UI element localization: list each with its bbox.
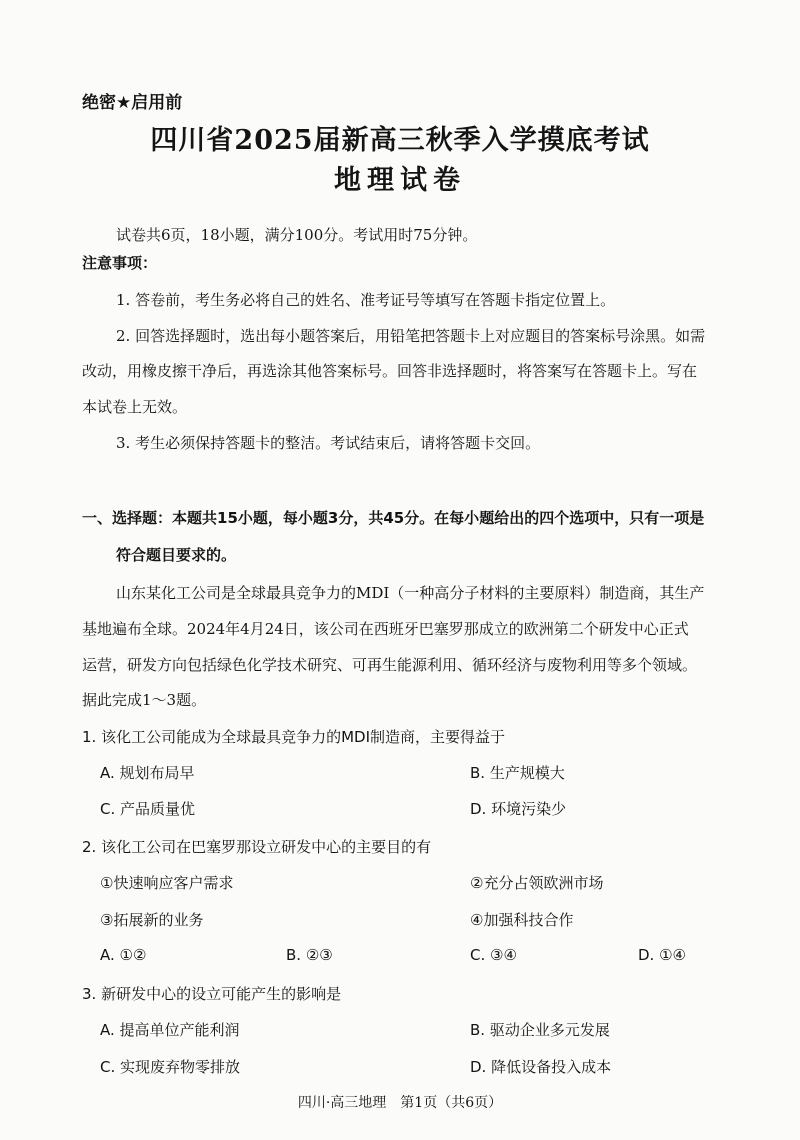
passage-line: 山东某化工公司是全球最具竞争力的MDI（一种高分子材料的主要原料）制造商，其生产 bbox=[116, 584, 705, 602]
question-2-statement-1: ①快速响应客户需求 bbox=[100, 874, 234, 892]
notes-heading: 注意事项： bbox=[82, 254, 158, 272]
passage-line: 运营，研发方向包括绿色化学技术研究、可再生能源利用、循环经济与废物利用等多个领域。 bbox=[82, 656, 698, 674]
question-1-option-d: D. 环境污染少 bbox=[470, 800, 567, 818]
exam-subject: 地理试卷 bbox=[334, 165, 466, 196]
page-footer: 四川·高三地理 第1页（共6页） bbox=[297, 1095, 503, 1111]
question-1-option-a: A. 规划布局早 bbox=[100, 764, 195, 782]
exam-title: 四川省2025届新高三秋季入学摸底考试 bbox=[150, 125, 650, 156]
question-2-stem: 2. 该化工公司在巴塞罗那设立研发中心的主要目的有 bbox=[82, 838, 432, 856]
question-2-option-a: A. ①② bbox=[100, 946, 147, 964]
question-2-statement-2: ②充分占领欧洲市场 bbox=[470, 874, 604, 892]
note-item-2-end: 本试卷上无效。 bbox=[82, 398, 188, 416]
passage-line: 基地遍布全球。2024年4月24日，该公司在西班牙巴塞罗那成立的欧洲第二个研发中心正式 bbox=[82, 620, 689, 638]
question-1-option-c: C. 产品质量优 bbox=[100, 800, 196, 818]
question-2-option-b: B. ②③ bbox=[286, 946, 333, 964]
question-3-option-c: C. 实现废弃物零排放 bbox=[100, 1058, 241, 1076]
exam-intro: 试卷共6页，18小题，满分100分。考试用时75分钟。 bbox=[116, 226, 478, 244]
note-item-3: 3. 考生必须保持答题卡的整洁。考试结束后，请将答题卡交回。 bbox=[116, 434, 541, 452]
question-2-option-c: C. ③④ bbox=[470, 946, 517, 964]
note-item-2-cont: 改动，用橡皮擦干净后，再选涂其他答案标号。回答非选择题时，将答案写在答题卡上。写在 bbox=[82, 362, 698, 380]
question-2-statement-3: ③拓展新的业务 bbox=[100, 911, 204, 929]
note-item-2: 2. 回答选择题时，选出每小题答案后，用铅笔把答题卡上对应题目的答案标号涂黑。如需 bbox=[116, 327, 706, 345]
question-3-option-b: B. 驱动企业多元发展 bbox=[470, 1021, 610, 1039]
confidential-label: 绝密★启用前 bbox=[82, 93, 183, 113]
question-2-statement-4: ④加强科技合作 bbox=[470, 911, 574, 929]
question-3-stem: 3. 新研发中心的设立可能产生的影响是 bbox=[82, 985, 342, 1003]
question-3-option-a: A. 提高单位产能利润 bbox=[100, 1021, 240, 1039]
question-2-option-d: D. ①④ bbox=[638, 946, 686, 964]
note-item-1: 1. 答卷前，考生务必将自己的姓名、准考证号等填写在答题卡指定位置上。 bbox=[116, 291, 616, 309]
passage-line: 据此完成1～3题。 bbox=[82, 691, 207, 709]
question-1-option-b: B. 生产规模大 bbox=[470, 764, 565, 782]
question-3-option-d: D. 降低设备投入成本 bbox=[470, 1058, 612, 1076]
section-heading-cont: 符合题目要求的。 bbox=[116, 546, 237, 564]
question-1-stem: 1. 该化工公司能成为全球最具竞争力的MDI制造商，主要得益于 bbox=[82, 728, 505, 746]
section-heading: 一、选择题：本题共15小题，每小题3分，共45分。在每小题给出的四个选项中，只有一项是 bbox=[82, 509, 705, 527]
